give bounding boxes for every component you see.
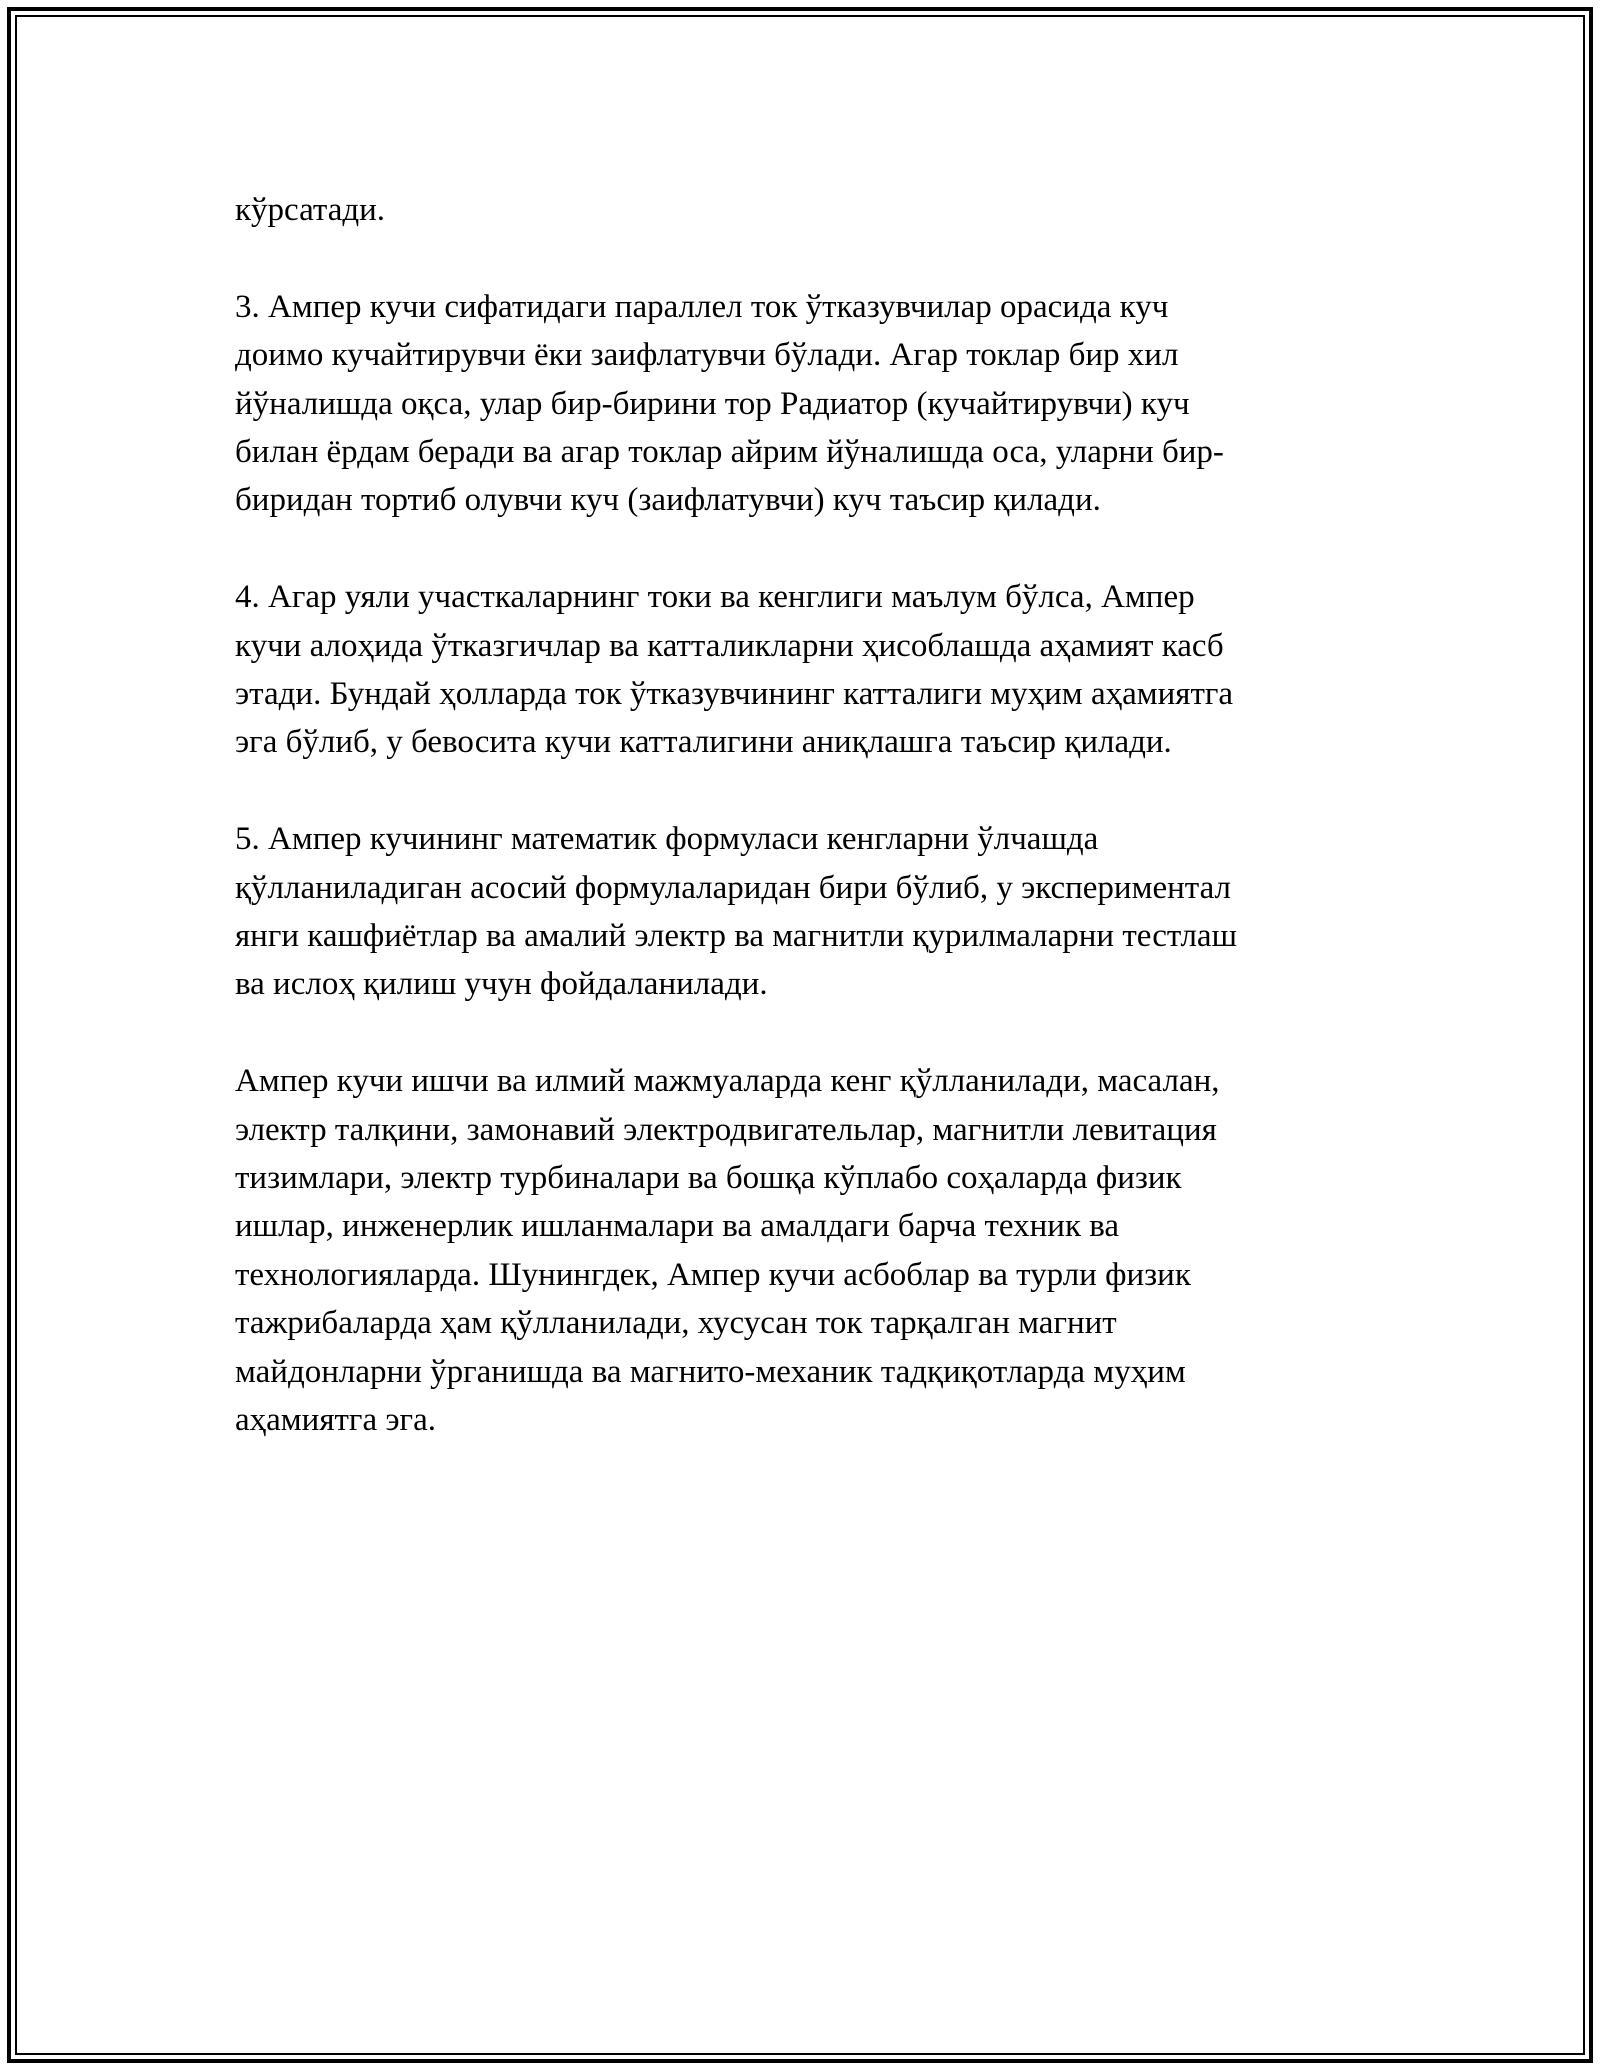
paragraph-item-4: 4. Агар уяли участкаларнинг токи ва кенглиги маълум бўлса, Ампер кучи алоҳида ўтказгичлар ва катталикларни ҳисоблашда аҳамият касб этади. Бундай ҳолларда ток ўтказувчининг катталиги муҳим аҳамиятга эга бўлиб, у бевосита кучи катталигини аниқлашга таъсир қилади. xyxy=(235,579,1234,761)
paragraph-conclusion: Ампер кучи ишчи ва илмий мажмуаларда кенг қўлланилади, масалан, электр талқини, замонавий электродвигательлар, магнитли левитация тизимлари, электр турбиналари ва бошқа кўплабо соҳаларда физик ишлар, инженерлик ишланмалари ва амалдаги барча техник ва технологияларда. Шунингдек, Ампер кучи асбоблар ва турли физик тажрибаларда ҳам қўлланилади, хусусан ток тарқалган магнит майдонларни ўрганишда ва магнито-механик тадқиқотларда муҳим аҳамиятга эга. xyxy=(235,1063,1220,1439)
paragraph-item-3: 3. Ампер кучи сифатидаги параллел ток ўтказувчилар орасида куч доимо кучайтирувчи ёки заифлатувчи бўлади. Агар токлар бир хил йўналишда оқса, улар бир-бирини тор Радиатор (кучайтирувчи) куч билан ёрдам беради ва агар токлар айрим йўналишда оса, уларни бир- биридан тортиб олувчи куч (заифлатувчи) куч таъсир қилади. xyxy=(235,288,1224,519)
paragraph-continuation: кўрсатади. xyxy=(235,192,386,228)
document-body xyxy=(235,186,1375,1493)
paragraph-item-5: 5. Ампер кучининг математик формуласи кенгларни ўлчашда қўлланиладиган асосий формулаларидан бири бўлиб, у экспериментал янги кашфиётлар ва амалий электр ва магнитли қурилмаларни тестлаш ва ислоҳ қилиш учун фойдаланилади. xyxy=(235,821,1237,1003)
